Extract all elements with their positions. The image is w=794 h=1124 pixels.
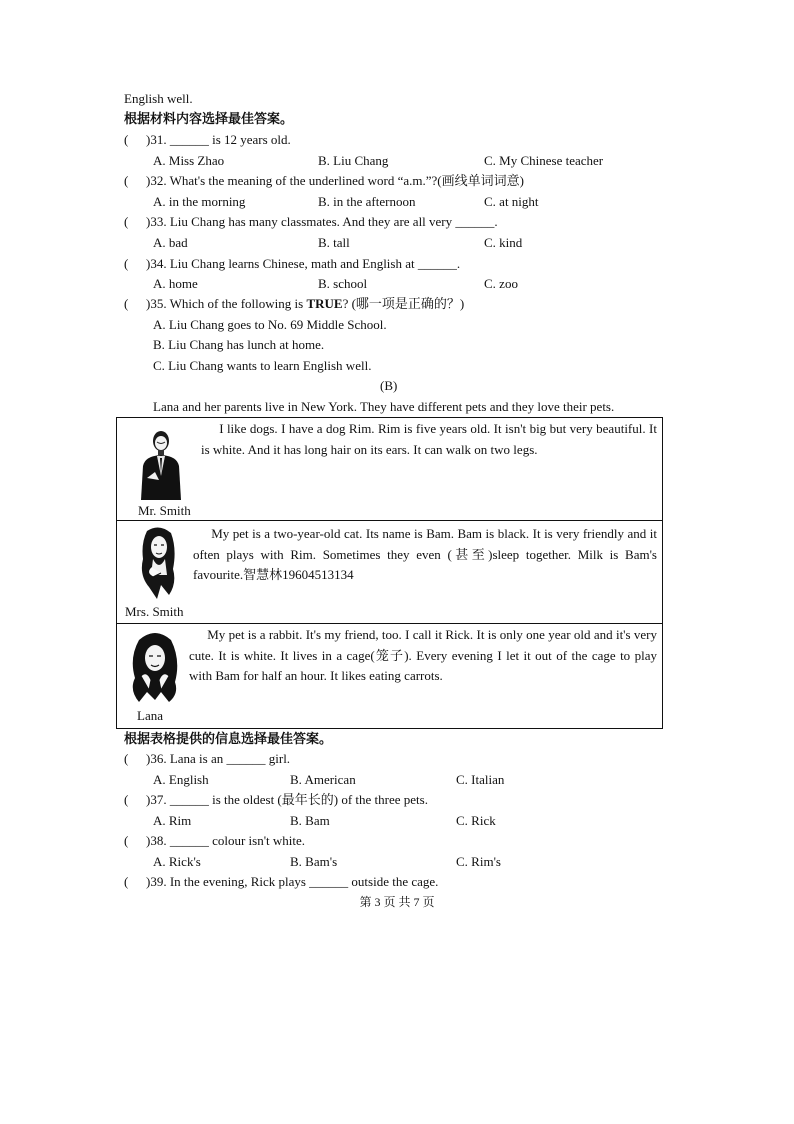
q32-option-a[interactable]: A. in the morning (153, 194, 246, 209)
question-38: )38. ______ colour isn't white. (146, 833, 306, 848)
answer-paren[interactable]: ( (124, 214, 129, 229)
table-row (117, 418, 662, 520)
question-32: )32. What's the meaning of the underlined word “a.m.”?(画线单词词意) (146, 173, 524, 188)
owner-text: My pet is a rabbit. It's my friend, too. I call it Rick. It is only one year old and it's very cute. It is white. It lives in a cage(笼子). Every evening I let it out of the cage to play with Bam for half an hour. It likes eating carrots. (189, 627, 657, 683)
answer-paren[interactable]: ( (124, 296, 129, 311)
q33-option-c[interactable]: C. kind (484, 235, 523, 250)
question-35-text: )35. Which of the following is (146, 296, 307, 311)
q31-option-c[interactable]: C. My Chinese teacher (484, 153, 604, 168)
question-35-bold: TRUE (306, 296, 343, 311)
answer-paren[interactable]: ( (124, 833, 129, 848)
q36-option-a[interactable]: A. English (153, 772, 209, 787)
q36-option-b[interactable]: B. American (290, 772, 356, 787)
q34-option-c[interactable]: C. zoo (484, 276, 518, 291)
owner-text: My pet is a two-year-old cat. Its name is Bam. Bam is black. It is very friendly and it often plays with Rim. Sometimes they even (甚至)sleep together. Milk is Bam's favourite.智慧林19604513134 (193, 526, 657, 582)
section-a-instruction: 根据材料内容选择最佳答案。 (124, 111, 294, 126)
owner-text: I like dogs. I have a dog Rim. Rim is five years old. It isn't big but very beautiful. It is white. And it has long hair on its ears. It can walk on two legs. (201, 421, 657, 457)
q35-option-b[interactable]: B. Liu Chang has lunch at home. (153, 337, 325, 352)
owner-name: Lana (137, 708, 163, 723)
q35-option-a[interactable]: A. Liu Chang goes to No. 69 Middle School. (153, 317, 387, 332)
q31-option-b[interactable]: B. Liu Chang (318, 153, 389, 168)
question-34: )34. Liu Chang learns Chinese, math and English at ______. (146, 256, 461, 271)
page-footer: 第 3 页 共 7 页 (359, 895, 435, 909)
q36-option-c[interactable]: C. Italian (456, 772, 505, 787)
answer-paren[interactable]: ( (124, 173, 129, 188)
answer-paren[interactable]: ( (124, 792, 129, 807)
answer-paren[interactable]: ( (124, 132, 129, 147)
q32-option-b[interactable]: B. in the afternoon (318, 194, 416, 209)
q37-option-a[interactable]: A. Rim (153, 813, 192, 828)
answer-paren[interactable]: ( (124, 751, 129, 766)
owner-name: Mrs. Smith (125, 604, 184, 619)
table-row (117, 520, 662, 624)
q38-option-c[interactable]: C. Rim's (456, 854, 501, 869)
section-b-label: (B) (380, 378, 398, 393)
section-b-intro: Lana and her parents live in New York. They have different pets and they love their pets. (153, 399, 615, 414)
q33-option-a[interactable]: A. bad (153, 235, 188, 250)
q38-option-b[interactable]: B. Bam's (290, 854, 338, 869)
girl-portrait-icon (125, 630, 185, 706)
question-39: )39. In the evening, Rick plays ______ outside the cage. (146, 874, 439, 889)
pets-table (116, 417, 663, 729)
q37-option-b[interactable]: B. Bam (290, 813, 330, 828)
q35-option-c[interactable]: C. Liu Chang wants to learn English well. (153, 358, 372, 373)
question-37: )37. ______ is the oldest (最年长的) of the three pets. (146, 792, 428, 807)
man-portrait-icon (133, 428, 189, 500)
q37-option-c[interactable]: C. Rick (456, 813, 496, 828)
q34-option-a[interactable]: A. home (153, 276, 198, 291)
question-35-hint: ? (哪一项是正确的？) (342, 296, 465, 311)
answer-paren[interactable]: ( (124, 256, 129, 271)
passage-a-tail: English well. (124, 91, 193, 106)
q38-option-a[interactable]: A. Rick's (153, 854, 201, 869)
question-31: )31. ______ is 12 years old. (146, 132, 291, 147)
section-b-instruction: 根据表格提供的信息选择最佳答案。 (124, 731, 333, 746)
question-33: )33. Liu Chang has many classmates. And they are all very ______. (146, 214, 498, 229)
q31-option-a[interactable]: A. Miss Zhao (153, 153, 225, 168)
question-36: )36. Lana is an ______ girl. (146, 751, 291, 766)
table-row (117, 623, 662, 727)
q32-option-c[interactable]: C. at night (484, 194, 539, 209)
question-35 (146, 296, 464, 312)
owner-name: Mr. Smith (138, 503, 191, 518)
woman-portrait-icon (131, 525, 187, 603)
answer-paren[interactable]: ( (124, 874, 129, 889)
q34-option-b[interactable]: B. school (318, 276, 368, 291)
q33-option-b[interactable]: B. tall (318, 235, 350, 250)
